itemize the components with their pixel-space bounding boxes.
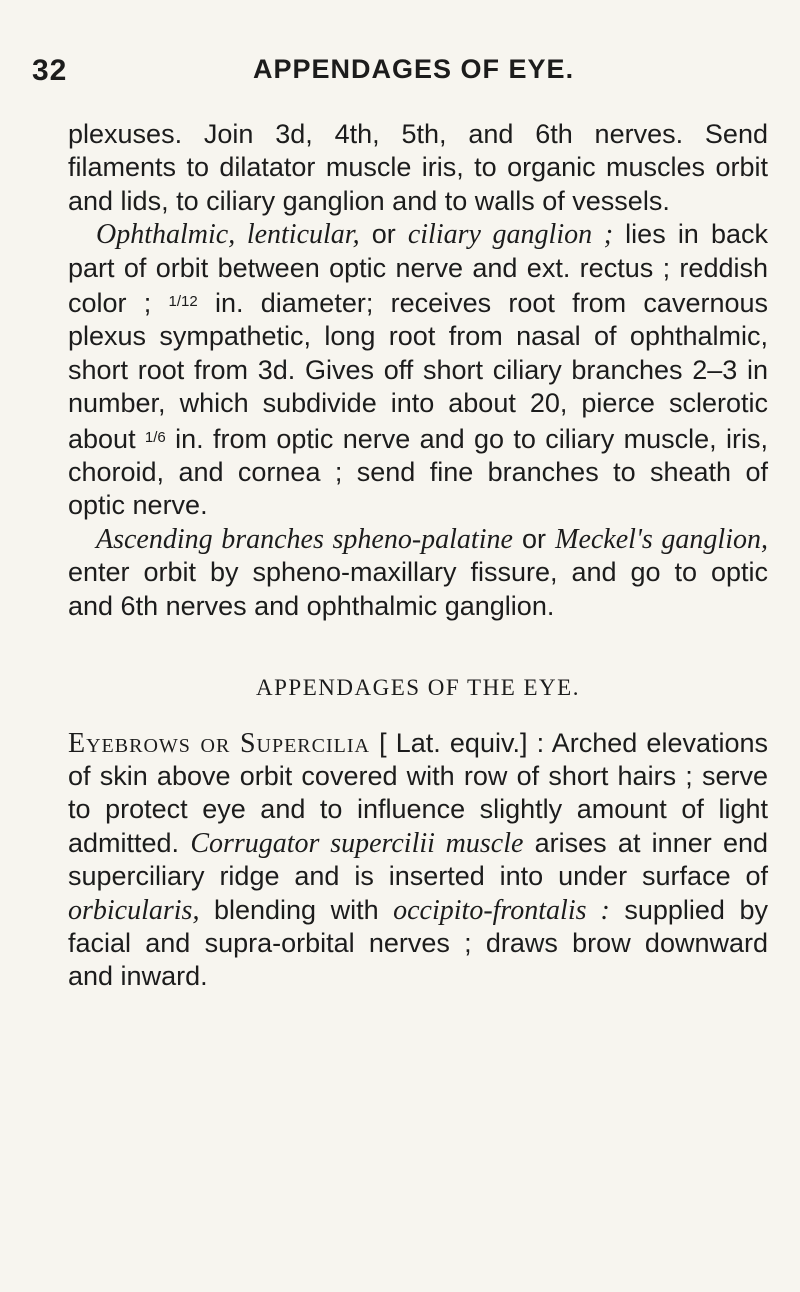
fraction-twelfth: 1/12 — [168, 293, 198, 311]
paragraph-text: arises at inner end superciliary ridge and is inserted into under surface of — [68, 827, 769, 892]
paragraph-text: enter orbit by spheno-maxillary fissure, and go to optic and 6th nerves and ophthalmic ganglion. — [68, 557, 768, 621]
term-occipito-frontalis: occipito-frontalis : — [393, 894, 610, 926]
connector-or: or — [512, 523, 556, 554]
paragraph-text: in. diameter; receives root from cavernous plexus sympathetic, long root from nasal of ophthalmic, short root from 3d. Gives off short ciliary branches 2–3 in number, which subdivide into about 20, pierce sclerotic about — [68, 288, 768, 454]
paragraph-text: lies in back part of orbit between optic nerve and ext. rectus ; reddish color ; — [68, 219, 768, 319]
term-orbicularis: orbicularis, — [68, 894, 200, 926]
section-heading: APPENDAGES OF THE EYE. — [256, 675, 580, 701]
running-title: APPENDAGES OF EYE. — [253, 54, 575, 84]
paragraph-ophthalmic-ganglion — [68, 218, 768, 523]
paragraph-eyebrows — [68, 727, 768, 994]
body-text — [68, 118, 768, 994]
paragraph-text: supplied by facial and supra-orbital nerves ; draws brow downward and inward. — [68, 894, 768, 992]
connector-or: or — [359, 219, 408, 250]
paragraph-text: in. from optic nerve and go to ciliary muscle, iris, choroid, and cornea ; send fine branches to sheath of optic nerve. — [68, 423, 768, 521]
paragraph-text: blending with — [199, 894, 394, 925]
running-head — [0, 54, 800, 94]
term-ascending-branches: Ascending branches spheno-palatine — [96, 523, 513, 555]
term-ciliary-ganglion: ciliary ganglion ; — [407, 219, 614, 251]
term-meckels-ganglion: Meckel's ganglion, — [555, 523, 768, 555]
term-ophthalmic: Ophthalmic, lenticular, — [96, 219, 360, 251]
fraction-sixth: 1/6 — [144, 428, 166, 446]
paragraph-text: [ Lat. equiv.] : Arched elevations of skin above orbit covered with row of short hairs ; serve to protect eye and to influence slightly amount of light admitted. — [68, 727, 769, 858]
paragraph-plexuses — [68, 118, 768, 218]
page-number: 32 — [32, 54, 68, 87]
lead-term-eyebrows: Eyebrows or Supercilia — [68, 727, 370, 759]
paragraph-text: plexuses. Join 3d, 4th, 5th, and 6th nerves. Send filaments to dilatator muscle iris, to organic muscles orbit and lids, to ciliary ganglion and to walls of vessels. — [68, 119, 768, 216]
term-corrugator: Corrugator supercilii muscle — [190, 827, 524, 859]
paragraph-spheno-palatine — [68, 523, 768, 623]
